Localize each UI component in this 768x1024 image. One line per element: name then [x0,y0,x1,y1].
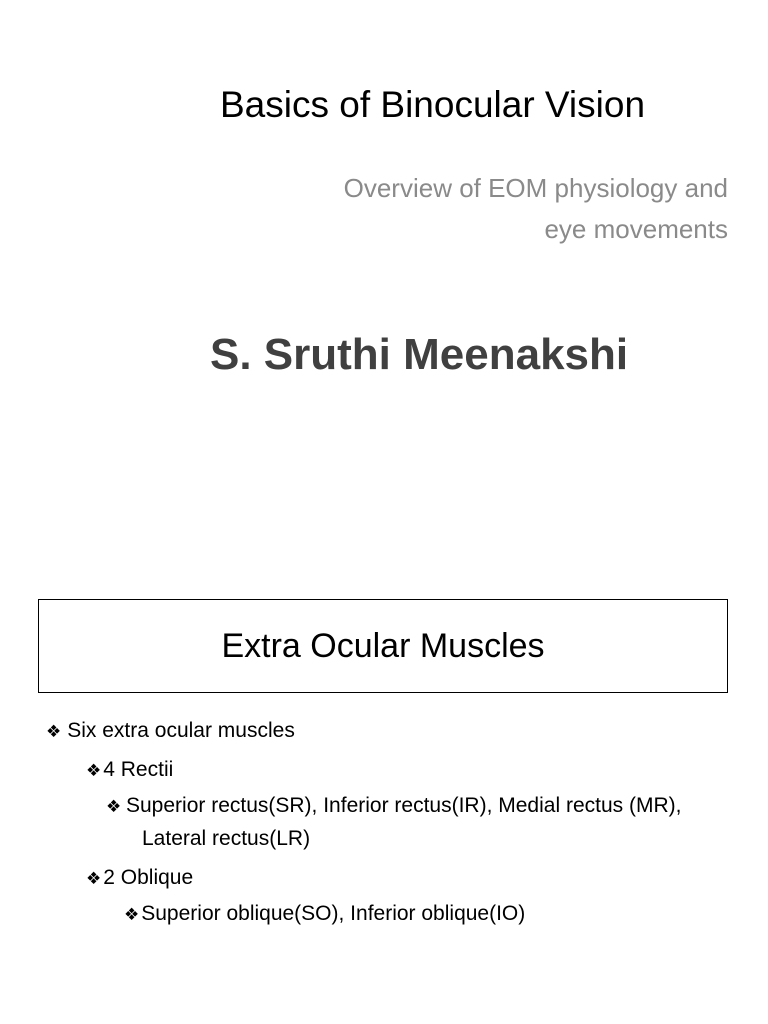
bullet-item [46,859,736,898]
bullet-text: 2 Oblique [103,866,194,889]
bullet-item [46,712,736,751]
bullet-text: Six extra ocular muscles [67,719,295,742]
slide-subtitle [344,168,728,250]
slide-title: Extra Ocular Muscles [221,626,545,665]
bullet-list [46,712,736,931]
author-name: S. Sruthi Meenakshi [210,330,629,379]
diamond-bullet-icon: ❖ [46,722,62,742]
content-slide [0,560,768,1024]
slide-title-box [38,599,728,693]
diamond-bullet-icon: ❖ [86,869,102,889]
slide-title: Basics of Binocular Vision [220,84,646,125]
bullet-text: Superior oblique(SO), Inferior oblique(IO) [141,902,526,925]
diamond-bullet-icon: ❖ [124,905,140,925]
bullet-item: ❖ Superior rectus(SR), Inferior rectus(IR), Medial rectus (MR), Lateral rectus(LR) [106,794,682,850]
bullet-item [46,898,736,931]
diamond-bullet-icon: ❖ [86,761,102,781]
subtitle-line: Overview of EOM physiology and [343,173,728,203]
subtitle-line: eye movements [544,214,728,244]
bullet-item [46,751,736,790]
bullet-text: Superior rectus(SR), Inferior rectus(IR), Medial rectus (MR), Lateral rectus(LR) [126,794,682,850]
bullet-text: 4 Rectii [103,758,174,781]
